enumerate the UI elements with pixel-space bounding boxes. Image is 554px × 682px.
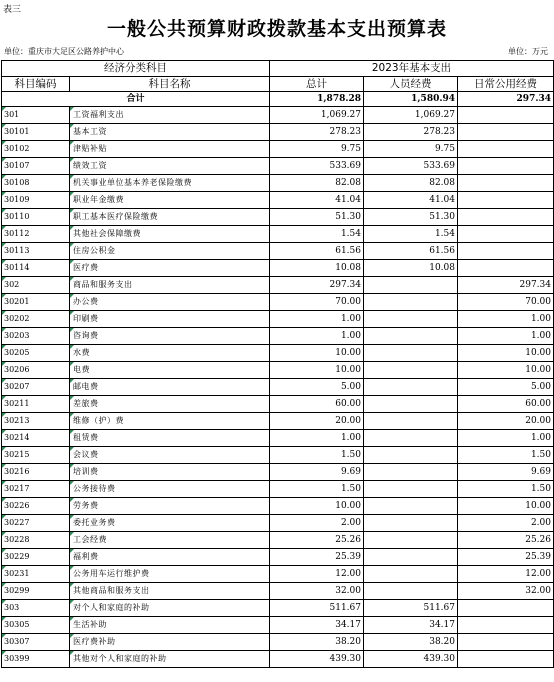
row-personnel <box>364 498 458 515</box>
row-public: 25.39 <box>458 549 554 566</box>
row-total: 5.00 <box>270 379 364 396</box>
table-row <box>2 566 554 583</box>
row-public: 1.00 <box>458 430 554 447</box>
row-personnel: 533.69 <box>364 158 458 175</box>
row-total: 9.75 <box>270 141 364 158</box>
row-public <box>458 617 554 634</box>
row-name: 生活补助 <box>70 617 270 634</box>
row-total: 38.20 <box>270 634 364 651</box>
table-row <box>2 260 554 277</box>
table-row <box>2 141 554 158</box>
page-title: 一般公共预算财政拨款基本支出预算表 <box>106 18 447 40</box>
row-public: 32.00 <box>458 583 554 600</box>
row-public <box>458 651 554 668</box>
row-personnel: 9.75 <box>364 141 458 158</box>
header-total: 总计 <box>270 77 364 92</box>
row-personnel: 61.56 <box>364 243 458 260</box>
row-total: 1.50 <box>270 447 364 464</box>
row-total: 1.00 <box>270 311 364 328</box>
row-name: 其他社会保障缴费 <box>70 226 270 243</box>
row-total: 10.08 <box>270 260 364 277</box>
row-personnel <box>364 413 458 430</box>
row-public: 1.00 <box>458 311 554 328</box>
row-total: 9.69 <box>270 464 364 481</box>
row-public <box>458 243 554 260</box>
table-row <box>2 447 554 464</box>
table-row <box>2 600 554 617</box>
total-label: 合计 <box>2 92 270 107</box>
row-personnel <box>364 345 458 362</box>
row-name: 绩效工资 <box>70 158 270 175</box>
row-personnel: 1,069.27 <box>364 107 458 124</box>
row-name: 职工基本医疗保险缴费 <box>70 209 270 226</box>
row-personnel: 51.30 <box>364 209 458 226</box>
row-name: 邮电费 <box>70 379 270 396</box>
row-personnel: 278.23 <box>364 124 458 141</box>
row-personnel <box>364 515 458 532</box>
row-personnel <box>364 277 458 294</box>
total-public: 297.34 <box>458 92 554 107</box>
row-code: 30112 <box>2 226 70 243</box>
row-name: 机关事业单位基本养老保险缴费 <box>70 175 270 192</box>
row-name: 工资福利支出 <box>70 107 270 124</box>
row-public <box>458 124 554 141</box>
row-public <box>458 192 554 209</box>
header-personnel: 人员经费 <box>364 77 458 92</box>
row-personnel <box>364 396 458 413</box>
row-name: 水费 <box>70 345 270 362</box>
row-public: 25.26 <box>458 532 554 549</box>
row-public: 10.00 <box>458 362 554 379</box>
row-code: 30215 <box>2 447 70 464</box>
row-total: 1.50 <box>270 481 364 498</box>
row-personnel <box>364 583 458 600</box>
row-personnel: 41.04 <box>364 192 458 209</box>
row-total: 10.00 <box>270 345 364 362</box>
row-code: 30207 <box>2 379 70 396</box>
row-code: 30114 <box>2 260 70 277</box>
row-name: 其他商品和服务支出 <box>70 583 270 600</box>
table-row <box>2 396 554 413</box>
header-row-columns <box>2 77 554 92</box>
unit-currency: 单位：万元 <box>508 47 548 56</box>
table-row <box>2 328 554 345</box>
row-public <box>458 600 554 617</box>
row-personnel <box>364 464 458 481</box>
row-public <box>458 226 554 243</box>
table-row <box>2 532 554 549</box>
row-personnel: 34.17 <box>364 617 458 634</box>
row-name: 委托业务费 <box>70 515 270 532</box>
row-name: 公务用车运行维护费 <box>70 566 270 583</box>
row-public <box>458 158 554 175</box>
row-total: 34.17 <box>270 617 364 634</box>
unit-organization: 单位：重庆市大足区公路养护中心 <box>4 47 124 56</box>
total-amount: 1,878.28 <box>270 92 364 107</box>
table-row <box>2 209 554 226</box>
row-personnel: 10.08 <box>364 260 458 277</box>
row-total: 1.00 <box>270 430 364 447</box>
table-row <box>2 549 554 566</box>
total-personnel: 1,580.94 <box>364 92 458 107</box>
row-total: 20.00 <box>270 413 364 430</box>
row-code: 30101 <box>2 124 70 141</box>
row-personnel: 1.54 <box>364 226 458 243</box>
row-code: 30216 <box>2 464 70 481</box>
row-public: 60.00 <box>458 396 554 413</box>
table-row <box>2 362 554 379</box>
row-code: 30102 <box>2 141 70 158</box>
row-public: 9.69 <box>458 464 554 481</box>
row-total: 533.69 <box>270 158 364 175</box>
table-row <box>2 311 554 328</box>
header-code: 科目编码 <box>2 77 70 92</box>
row-code: 30110 <box>2 209 70 226</box>
row-code: 30229 <box>2 549 70 566</box>
row-name: 咨询费 <box>70 328 270 345</box>
row-total: 25.26 <box>270 532 364 549</box>
table-row <box>2 634 554 651</box>
row-public: 297.34 <box>458 277 554 294</box>
total-row <box>2 92 554 107</box>
table-row <box>2 158 554 175</box>
table-row <box>2 651 554 668</box>
table-row <box>2 617 554 634</box>
row-code: 30399 <box>2 651 70 668</box>
row-code: 30213 <box>2 413 70 430</box>
row-personnel <box>364 549 458 566</box>
row-name: 会议费 <box>70 447 270 464</box>
row-personnel <box>364 481 458 498</box>
row-code: 30109 <box>2 192 70 209</box>
row-total: 32.00 <box>270 583 364 600</box>
table-row <box>2 124 554 141</box>
row-name: 对个人和家庭的补助 <box>70 600 270 617</box>
row-public <box>458 107 554 124</box>
row-public: 10.00 <box>458 498 554 515</box>
header-public: 日常公用经费 <box>458 77 554 92</box>
row-total: 278.23 <box>270 124 364 141</box>
row-personnel <box>364 362 458 379</box>
row-total: 1.00 <box>270 328 364 345</box>
row-public <box>458 634 554 651</box>
row-personnel: 511.67 <box>364 600 458 617</box>
table-row <box>2 515 554 532</box>
header-row-group <box>2 61 554 77</box>
row-code: 30231 <box>2 566 70 583</box>
row-code: 30203 <box>2 328 70 345</box>
row-name: 职业年金缴费 <box>70 192 270 209</box>
row-personnel <box>364 294 458 311</box>
row-total: 82.08 <box>270 175 364 192</box>
row-code: 30202 <box>2 311 70 328</box>
row-total: 70.00 <box>270 294 364 311</box>
header-year-expenditure: 2023年基本支出 <box>270 61 554 77</box>
row-code: 302 <box>2 277 70 294</box>
row-public: 1.00 <box>458 328 554 345</box>
row-name: 福利费 <box>70 549 270 566</box>
row-name: 培训费 <box>70 464 270 481</box>
table-row <box>2 192 554 209</box>
row-name: 津贴补贴 <box>70 141 270 158</box>
row-name: 住房公积金 <box>70 243 270 260</box>
table-row <box>2 464 554 481</box>
row-code: 30299 <box>2 583 70 600</box>
row-total: 60.00 <box>270 396 364 413</box>
row-personnel: 82.08 <box>364 175 458 192</box>
row-personnel <box>364 447 458 464</box>
row-total: 511.67 <box>270 600 364 617</box>
row-total: 25.39 <box>270 549 364 566</box>
row-code: 30107 <box>2 158 70 175</box>
row-total: 297.34 <box>270 277 364 294</box>
row-code: 301 <box>2 107 70 124</box>
row-total: 51.30 <box>270 209 364 226</box>
row-personnel <box>364 311 458 328</box>
row-public <box>458 260 554 277</box>
row-public <box>458 141 554 158</box>
table-row <box>2 107 554 124</box>
table-row <box>2 481 554 498</box>
row-public <box>458 175 554 192</box>
row-name: 基本工资 <box>70 124 270 141</box>
row-code: 30307 <box>2 634 70 651</box>
row-name: 租赁费 <box>70 430 270 447</box>
row-code: 30201 <box>2 294 70 311</box>
row-public: 20.00 <box>458 413 554 430</box>
row-name: 电费 <box>70 362 270 379</box>
row-name: 工会经费 <box>70 532 270 549</box>
row-name: 公务接待费 <box>70 481 270 498</box>
row-name: 差旅费 <box>70 396 270 413</box>
row-name: 劳务费 <box>70 498 270 515</box>
row-public <box>458 209 554 226</box>
row-total: 10.00 <box>270 498 364 515</box>
row-code: 30305 <box>2 617 70 634</box>
row-total: 2.00 <box>270 515 364 532</box>
header-name: 科目名称 <box>70 77 270 92</box>
row-personnel <box>364 328 458 345</box>
row-code: 30205 <box>2 345 70 362</box>
table-row <box>2 345 554 362</box>
row-total: 61.56 <box>270 243 364 260</box>
table-row <box>2 294 554 311</box>
row-code: 30226 <box>2 498 70 515</box>
row-code: 30217 <box>2 481 70 498</box>
budget-table <box>1 60 554 668</box>
row-name: 商品和服务支出 <box>70 277 270 294</box>
row-personnel <box>364 379 458 396</box>
row-public: 10.00 <box>458 345 554 362</box>
row-total: 12.00 <box>270 566 364 583</box>
table-row <box>2 175 554 192</box>
row-code: 30228 <box>2 532 70 549</box>
row-public: 5.00 <box>458 379 554 396</box>
row-public: 70.00 <box>458 294 554 311</box>
row-total: 439.30 <box>270 651 364 668</box>
row-personnel: 439.30 <box>364 651 458 668</box>
table-row <box>2 583 554 600</box>
row-name: 印刷费 <box>70 311 270 328</box>
table-row <box>2 243 554 260</box>
row-code: 30227 <box>2 515 70 532</box>
row-name: 医疗费补助 <box>70 634 270 651</box>
row-public: 12.00 <box>458 566 554 583</box>
row-personnel <box>364 532 458 549</box>
row-total: 1.54 <box>270 226 364 243</box>
row-total: 41.04 <box>270 192 364 209</box>
row-code: 30113 <box>2 243 70 260</box>
row-code: 30108 <box>2 175 70 192</box>
row-code: 30214 <box>2 430 70 447</box>
row-name: 办公费 <box>70 294 270 311</box>
row-personnel <box>364 566 458 583</box>
table-row <box>2 379 554 396</box>
table-row <box>2 226 554 243</box>
row-public: 2.00 <box>458 515 554 532</box>
row-name: 医疗费 <box>70 260 270 277</box>
row-code: 30211 <box>2 396 70 413</box>
row-public: 1.50 <box>458 447 554 464</box>
row-personnel: 38.20 <box>364 634 458 651</box>
table-row <box>2 430 554 447</box>
row-name: 其他对个人和家庭的补助 <box>70 651 270 668</box>
table-row <box>2 277 554 294</box>
row-personnel <box>364 430 458 447</box>
row-total: 1,069.27 <box>270 107 364 124</box>
row-code: 303 <box>2 600 70 617</box>
table-number-label: 表三 <box>3 5 22 15</box>
header-econ-category: 经济分类科目 <box>2 61 270 77</box>
table-row <box>2 498 554 515</box>
row-code: 30206 <box>2 362 70 379</box>
row-total: 10.00 <box>270 362 364 379</box>
table-row <box>2 413 554 430</box>
row-public: 1.50 <box>458 481 554 498</box>
row-name: 维修（护）费 <box>70 413 270 430</box>
